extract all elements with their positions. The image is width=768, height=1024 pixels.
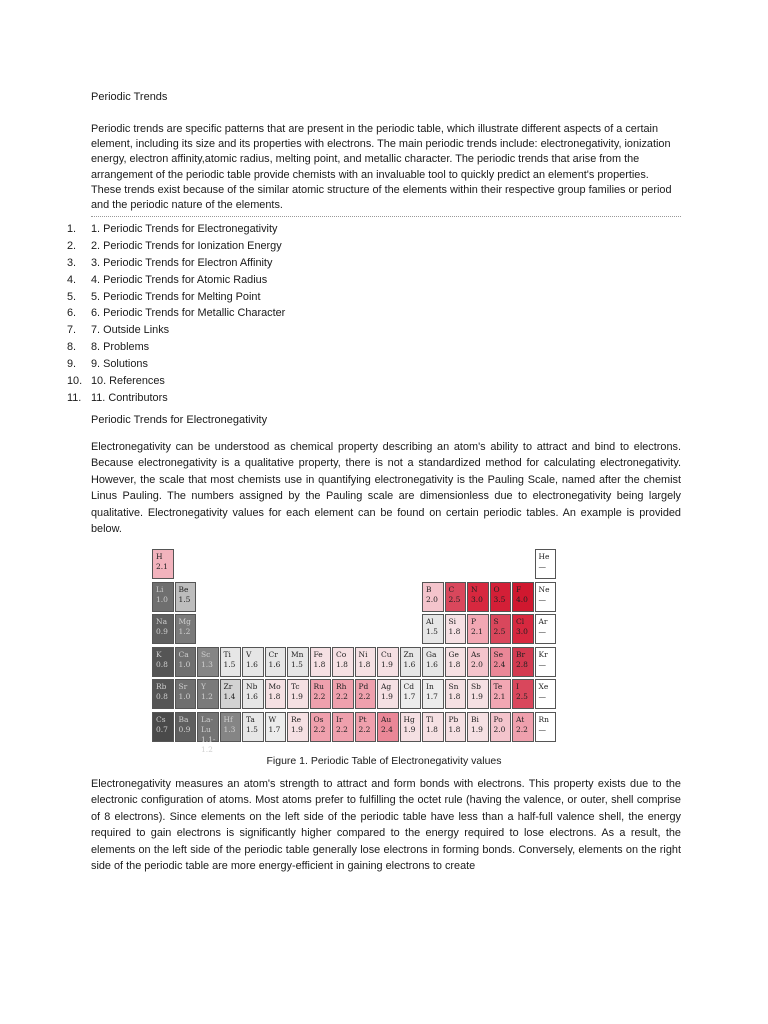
toc-link[interactable]: 2. Periodic Trends for Ionization Energy: [91, 239, 282, 252]
toc-item[interactable]: [67, 390, 285, 407]
element-value: 2.2: [358, 724, 371, 734]
element-value: 1.8: [268, 692, 281, 701]
element-symbol: W: [268, 714, 277, 724]
element-value: —: [538, 659, 546, 669]
element-symbol: Ar: [538, 617, 548, 626]
element-symbol: Kr: [538, 649, 548, 659]
element-value: 2.2: [313, 724, 326, 734]
element-cell: [242, 679, 264, 709]
element-value: 2.2: [313, 692, 326, 701]
element-cell: [400, 712, 422, 742]
element-cell: [242, 647, 264, 677]
element-cell: [422, 582, 444, 612]
element-value: —: [538, 594, 546, 604]
element-cell: [422, 647, 444, 677]
element-value: 1.6: [246, 659, 258, 669]
element-value: 1.6: [403, 659, 416, 669]
element-symbol: Zn: [403, 649, 414, 659]
element-symbol: Be: [178, 584, 189, 594]
element-value: 2.2: [358, 692, 371, 701]
toc-item[interactable]: [67, 272, 285, 289]
element-value: 3.0: [516, 627, 528, 636]
element-symbol: Rb: [156, 682, 167, 691]
element-cell: [512, 582, 534, 612]
element-cell: [197, 712, 219, 754]
element-value: 2.0: [426, 594, 438, 604]
element-cell: [152, 647, 174, 677]
element-symbol: Sb: [471, 682, 481, 691]
element-value: 1.8: [448, 659, 461, 669]
element-symbol: Ti: [223, 649, 231, 659]
element-symbol: Xe: [538, 682, 549, 691]
element-value: 1.8: [313, 659, 326, 669]
element-value: 1.5: [223, 659, 236, 669]
toc-number: 2.: [67, 239, 77, 252]
element-value: 1.8: [448, 692, 461, 701]
element-cell: [242, 712, 264, 742]
element-value: 2.8: [516, 659, 528, 669]
toc-item[interactable]: [67, 305, 285, 322]
element-cell: [310, 712, 332, 742]
element-cell: [355, 647, 377, 677]
element-value: 1.9: [403, 724, 416, 734]
element-symbol: H: [156, 552, 163, 561]
element-value: 1.9: [471, 692, 483, 701]
element-symbol: Po: [493, 714, 503, 724]
element-value: 1.4: [223, 692, 236, 701]
element-cell: [490, 614, 512, 644]
element-symbol: Ru: [313, 682, 324, 691]
element-value: 1.8: [448, 627, 461, 636]
element-cell: [445, 582, 467, 612]
toc-item[interactable]: [67, 339, 285, 356]
element-symbol: Cu: [381, 649, 392, 659]
element-cell: [355, 679, 377, 709]
element-symbol: Pd: [358, 682, 369, 691]
element-value: —: [538, 562, 546, 571]
element-symbol: V: [246, 649, 252, 659]
element-symbol: La-Lu: [201, 714, 213, 734]
element-cell: [287, 679, 309, 709]
section-heading: Periodic Trends for Electronegativity: [91, 414, 268, 426]
element-cell: [422, 679, 444, 709]
toc-link[interactable]: 11. Contributors: [91, 391, 168, 404]
figure-caption: Figure 1. Periodic Table of Electronegativity values: [266, 755, 502, 767]
element-symbol: Ta: [246, 714, 255, 724]
element-symbol: Li: [156, 584, 164, 594]
toc-item[interactable]: [67, 221, 285, 238]
element-value: 2.5: [448, 594, 461, 604]
element-symbol: Mg: [178, 617, 191, 626]
element-symbol: Se: [493, 649, 504, 659]
element-symbol: F: [516, 584, 522, 594]
toc-number: 1.: [67, 223, 77, 235]
element-value: 1.5: [246, 724, 258, 734]
element-cell: [265, 679, 287, 709]
element-symbol: Ir: [336, 714, 343, 724]
element-cell: [377, 647, 399, 677]
element-symbol: Ga: [426, 649, 437, 659]
element-cell: [445, 614, 467, 644]
element-value: 2.4: [493, 659, 506, 669]
element-value: 1.3: [223, 724, 236, 734]
element-cell: [310, 647, 332, 677]
element-symbol: Re: [291, 714, 302, 724]
element-cell: [197, 647, 219, 677]
element-symbol: Zr: [223, 682, 233, 691]
element-symbol: Au: [381, 714, 392, 724]
element-cell: [512, 712, 534, 742]
element-value: 1.0: [178, 659, 191, 669]
toc-link[interactable]: 5. Periodic Trends for Melting Point: [91, 290, 261, 303]
element-symbol: In: [426, 682, 434, 691]
element-symbol: He: [538, 552, 550, 561]
element-symbol: C: [448, 584, 455, 594]
toc-number: 11.: [67, 391, 82, 404]
periodic-table-figure: [152, 549, 614, 769]
element-symbol: As: [471, 649, 481, 659]
element-cell: [535, 614, 557, 644]
explanation-paragraph: Electronegativity measures an atom's strength to attract and form bonds with electrons. This property exists due to the electronic configuration of atoms. Most atoms prefer to fulfilling the octet rule (having the valence, or outer, shell comprise of 8 electrons). Since elements on the left side of the periodic table have less than a half-full valence shell, the energy required to gain electrons is significantly higher compared to the energy required to lose electrons. As a result, the elements on the left side of the periodic table generally lose electrons in forming bonds. Conversely, elements on the right side of the periodic table are more energy-efficient in gaining electrons to create: [91, 778, 681, 873]
element-symbol: Y: [201, 682, 206, 691]
toc-number: 3.: [67, 256, 77, 269]
element-value: 0.9: [178, 724, 191, 734]
element-cell: [490, 647, 512, 677]
element-cell: [445, 712, 467, 742]
element-symbol: P: [471, 617, 477, 626]
element-cell: [400, 679, 422, 709]
element-value: 1.8: [336, 659, 348, 669]
element-symbol: O: [493, 584, 500, 594]
element-value: 1.5: [291, 659, 303, 669]
toc-link[interactable]: 3. Periodic Trends for Electron Affinity: [91, 256, 273, 269]
element-cell: [265, 712, 287, 742]
toc-item[interactable]: [67, 238, 285, 255]
element-value: 1.6: [246, 692, 258, 701]
table-of-contents: [67, 221, 285, 407]
element-symbol: Os: [313, 714, 324, 724]
element-value: 1.9: [471, 724, 483, 734]
element-cell: [175, 679, 197, 709]
element-cell: [512, 679, 534, 709]
element-symbol: Sc: [201, 649, 211, 659]
element-symbol: Ca: [178, 649, 189, 659]
element-symbol: Cr: [268, 649, 278, 659]
element-value: 0.8: [156, 692, 168, 701]
element-cell: [422, 712, 444, 742]
element-symbol: Mn: [291, 649, 304, 659]
element-symbol: Sn: [448, 682, 459, 691]
toc-item[interactable]: [67, 255, 285, 272]
element-symbol: Na: [156, 617, 168, 626]
toc-link[interactable]: 9. Solutions: [91, 358, 148, 371]
element-value: 1.8: [358, 659, 371, 669]
element-cell: [535, 549, 557, 579]
document-title: Periodic Trends: [91, 91, 168, 103]
element-symbol: N: [471, 584, 478, 594]
element-cell: [310, 679, 332, 709]
element-cell: [220, 679, 242, 709]
element-symbol: Al: [426, 617, 434, 626]
dotted-divider: [91, 216, 681, 217]
element-symbol: Pt: [358, 714, 367, 724]
element-cell: [535, 582, 557, 612]
element-value: 1.8: [448, 724, 461, 734]
element-cell: [332, 679, 354, 709]
element-cell: [467, 679, 489, 709]
element-cell: [152, 549, 174, 579]
element-value: 0.7: [156, 724, 168, 734]
element-value: 2.1: [156, 562, 168, 571]
element-cell: [377, 679, 399, 709]
element-value: 1.8: [426, 724, 438, 734]
toc-link[interactable]: 10. References: [91, 375, 165, 388]
element-value: 2.1: [493, 692, 506, 701]
element-value: 0.8: [156, 659, 168, 669]
toc-number: 7.: [67, 324, 77, 337]
element-value: 2.0: [471, 659, 483, 669]
element-value: 2.5: [493, 627, 506, 636]
element-value: 1.0: [156, 594, 168, 604]
element-value: 2.2: [336, 724, 348, 734]
element-cell: [332, 712, 354, 742]
element-cell: [490, 712, 512, 742]
element-symbol: Pb: [448, 714, 459, 724]
toc-link[interactable]: 7. Outside Links: [91, 324, 170, 337]
element-cell: [175, 614, 197, 644]
element-symbol: Cs: [156, 714, 166, 724]
element-symbol: Cd: [403, 682, 415, 691]
element-value: 1.3: [201, 659, 213, 669]
element-cell: [535, 712, 557, 742]
toc-item[interactable]: [67, 373, 285, 390]
element-symbol: Sr: [178, 682, 188, 691]
element-symbol: K: [156, 649, 162, 659]
element-cell: [152, 614, 174, 644]
element-cell: [175, 647, 197, 677]
element-symbol: Si: [448, 617, 457, 626]
element-cell: [152, 582, 174, 612]
element-cell: [490, 679, 512, 709]
element-cell: [467, 614, 489, 644]
element-symbol: Co: [336, 649, 347, 659]
toc-number: 5.: [67, 290, 77, 303]
element-symbol: B: [426, 584, 432, 594]
element-symbol: Te: [493, 682, 503, 691]
toc-number: 4.: [67, 273, 77, 286]
toc-number: 9.: [67, 358, 77, 371]
element-symbol: Nb: [246, 682, 258, 691]
element-symbol: Tc: [291, 682, 300, 691]
element-symbol: Rh: [336, 682, 347, 691]
element-cell: [287, 647, 309, 677]
element-cell: [445, 647, 467, 677]
element-value: 1.9: [381, 659, 393, 669]
element-value: 2.1: [471, 627, 483, 636]
element-cell: [175, 582, 197, 612]
element-cell: [220, 647, 242, 677]
element-cell: [422, 614, 444, 644]
element-value: 2.5: [516, 692, 528, 701]
element-cell: [467, 647, 489, 677]
element-symbol: Ba: [178, 714, 189, 724]
element-value: 1.6: [268, 659, 281, 669]
element-cell: [400, 647, 422, 677]
element-value: 1.9: [291, 724, 303, 734]
element-symbol: Fe: [313, 649, 323, 659]
element-value: 2.2: [336, 692, 348, 701]
element-cell: [265, 647, 287, 677]
element-value: 2.2: [516, 724, 528, 734]
intro-paragraph: Periodic trends are specific patterns that are present in the periodic table, which illustrate different aspects of a certain element, including its size and its properties with electrons. The main periodic trends include: electronegativity, ionization energy, electron affinity,atomic radius, melting point, and metallic character. The periodic trends that arise from the arrangement of the periodic table provide chemists with an invaluable tool to quickly predict an element's properties. These trends exist because of the similar atomic structure of the elements within their respective group families or period and the periodic nature of the elements.: [91, 123, 672, 212]
toc-number: 8.: [67, 341, 77, 354]
element-value: 1.7: [426, 692, 438, 701]
toc-number: 6.: [67, 307, 77, 320]
element-symbol: S: [493, 617, 499, 626]
element-symbol: Ni: [358, 649, 368, 659]
element-symbol: At: [516, 714, 525, 724]
element-symbol: Br: [516, 649, 526, 659]
element-cell: [220, 712, 242, 742]
element-value: 1.0: [178, 692, 191, 701]
element-value: 1.2: [201, 692, 213, 701]
element-symbol: Bi: [471, 714, 479, 724]
element-cell: [445, 679, 467, 709]
element-symbol: Hg: [403, 714, 415, 724]
element-symbol: Ge: [448, 649, 459, 659]
element-cell: [332, 647, 354, 677]
element-cell: [287, 712, 309, 742]
element-symbol: I: [516, 682, 519, 691]
element-value: 1.9: [291, 692, 303, 701]
toc-item[interactable]: [67, 289, 285, 306]
element-cell: [377, 712, 399, 742]
element-value: 1.5: [178, 594, 191, 604]
toc-link[interactable]: 4. Periodic Trends for Atomic Radius: [91, 273, 268, 286]
element-cell: [490, 582, 512, 612]
element-value: 1.2: [178, 627, 191, 636]
element-cell: [535, 647, 557, 677]
element-symbol: Mo: [268, 682, 281, 691]
element-value: —: [538, 724, 546, 734]
element-cell: [152, 712, 174, 742]
toc-link[interactable]: 1. Periodic Trends for Electronegativity: [91, 223, 278, 235]
toc-number: 10.: [67, 375, 83, 388]
element-value: 4.0: [516, 594, 528, 604]
element-value: 2.0: [493, 724, 506, 734]
toc-item[interactable]: [67, 322, 285, 339]
element-value: 3.5: [493, 594, 506, 604]
element-symbol: Ag: [381, 682, 392, 691]
toc-item[interactable]: [67, 356, 285, 373]
element-value: 1.7: [268, 724, 281, 734]
element-symbol: Hf: [223, 714, 233, 724]
element-cell: [175, 712, 197, 742]
element-value: 1.5: [426, 627, 438, 636]
element-symbol: Ne: [538, 584, 550, 594]
element-cell: [535, 679, 557, 709]
element-value: —: [538, 692, 546, 701]
element-value: —: [538, 627, 546, 636]
element-value: 1.9: [381, 692, 393, 701]
electronegativity-paragraph: Electronegativity can be understood as chemical property describing an atom's ability to attract and bind to electrons. Because electronegativity is a qualitative property, there is not a standardized method for calculating electronegativity. However, the scale that most chemists use in quantifying electronegativity is the Pauling Scale, named after the chemist Linus Pauling. The numbers assigned by the Pauling scale are dimensionless due to electronegativity being largely qualitative. Electronegativity values for each element can be found on certain periodic tables. An example is provided below.: [91, 441, 681, 536]
toc-link[interactable]: 8. Problems: [91, 341, 150, 354]
element-symbol: Cl: [516, 617, 525, 626]
element-value: 0.9: [156, 627, 168, 636]
toc-link[interactable]: 6. Periodic Trends for Metallic Character: [91, 307, 286, 320]
element-cell: [152, 679, 174, 709]
element-symbol: Rn: [538, 714, 549, 724]
element-value: 1.6: [426, 659, 438, 669]
element-value: 1.1-1.2: [201, 734, 216, 754]
element-cell: [467, 582, 489, 612]
element-value: 1.7: [403, 692, 416, 701]
element-value: 2.4: [381, 724, 393, 734]
element-cell: [467, 712, 489, 742]
element-cell: [512, 614, 534, 644]
element-cell: [512, 647, 534, 677]
element-symbol: Tl: [426, 714, 434, 724]
element-value: 3.0: [471, 594, 483, 604]
element-cell: [355, 712, 377, 742]
element-cell: [197, 679, 219, 709]
